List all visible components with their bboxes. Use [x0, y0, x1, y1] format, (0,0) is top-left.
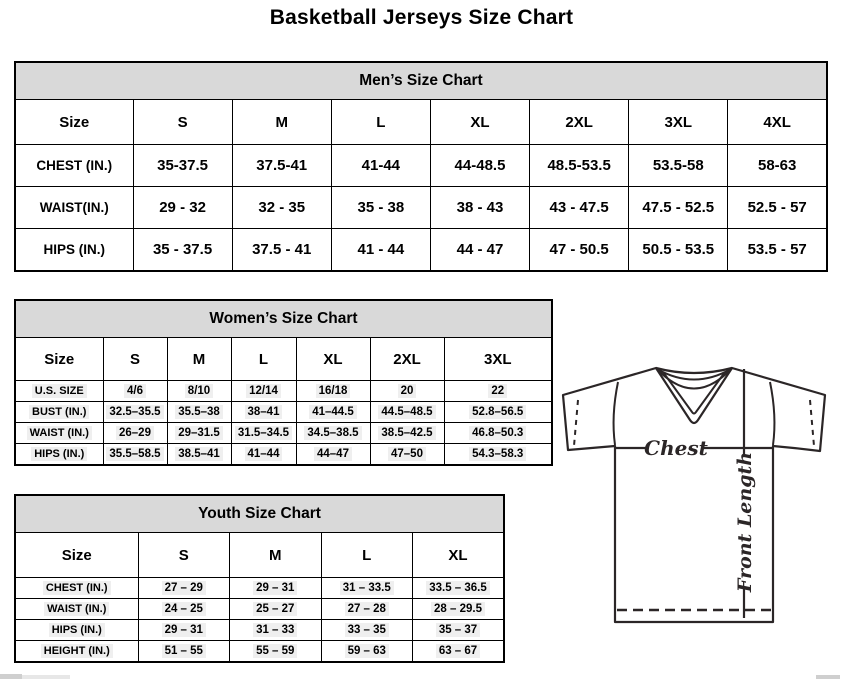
value-text: 33 – 35: [345, 623, 389, 638]
value-text: 41–44.5: [309, 405, 357, 420]
size-value: [413, 599, 505, 620]
size-value: [230, 620, 322, 641]
value-text: 46.8–50.3: [469, 426, 526, 441]
table-row: [15, 578, 504, 599]
size-value: [370, 423, 444, 444]
size-value: [321, 641, 413, 663]
value-text: 31.5–34.5: [235, 426, 292, 441]
value-text: 35.5–58.5: [106, 447, 163, 462]
size-value: [230, 641, 322, 663]
size-value: [444, 381, 552, 402]
cutoff-fragment-left: [0, 674, 22, 679]
mens-size-table: [14, 61, 828, 272]
size-value: [321, 578, 413, 599]
size-value: 32 - 35: [232, 187, 331, 229]
column-header: XL: [413, 533, 505, 578]
size-value: [138, 599, 230, 620]
youth-table-title: Youth Size Chart: [15, 495, 504, 533]
table-header-row: [15, 533, 504, 578]
row-label-text: HIPS (IN.): [49, 623, 105, 637]
cutoff-fragment-right: [816, 675, 840, 679]
chest-label: Chest: [644, 436, 708, 460]
row-label-text: WAIST (IN.): [44, 602, 109, 616]
column-header: Size: [15, 338, 103, 381]
value-text: 44–47: [314, 447, 352, 462]
value-text: 38.5–42.5: [378, 426, 435, 441]
value-text: 20: [398, 384, 417, 399]
value-text: 29 – 31: [253, 581, 297, 596]
size-value: 29 - 32: [133, 187, 232, 229]
size-value: [444, 423, 552, 444]
size-value: [138, 641, 230, 663]
table-row: [15, 641, 504, 663]
size-value: [167, 444, 231, 466]
size-value: 41-44: [331, 145, 430, 187]
row-label-text: U.S. SIZE: [32, 384, 87, 398]
table-row: [15, 145, 827, 187]
column-header: 3XL: [444, 338, 552, 381]
size-value: [167, 423, 231, 444]
size-value: 35 - 37.5: [133, 229, 232, 272]
size-value: [296, 402, 370, 423]
jersey-measurement-diagram: [552, 356, 838, 628]
table-row: [15, 599, 504, 620]
size-value: [321, 620, 413, 641]
value-text: 44.5–48.5: [378, 405, 435, 420]
column-header: L: [231, 338, 296, 381]
value-text: 34.5–38.5: [304, 426, 361, 441]
value-text: 51 – 55: [162, 644, 206, 659]
size-value: 41 - 44: [331, 229, 430, 272]
size-value: [231, 381, 296, 402]
size-value: [231, 423, 296, 444]
row-label: [15, 620, 138, 641]
column-header: 2XL: [530, 100, 629, 145]
youth-size-chart-section: [14, 494, 505, 663]
row-label: HIPS (IN.): [15, 229, 133, 272]
size-value: [321, 599, 413, 620]
size-value: [413, 641, 505, 663]
row-label: [15, 423, 103, 444]
front-length-label: Front Length: [734, 451, 756, 593]
size-value: 47.5 - 52.5: [629, 187, 728, 229]
column-header: M: [167, 338, 231, 381]
row-label: WAIST(IN.): [15, 187, 133, 229]
column-header: XL: [296, 338, 370, 381]
row-label: [15, 641, 138, 663]
value-text: 27 – 29: [162, 581, 206, 596]
column-header: L: [331, 100, 430, 145]
row-label: [15, 381, 103, 402]
value-text: 35.5–38: [175, 405, 223, 420]
value-text: 27 – 28: [345, 602, 389, 617]
size-value: [167, 402, 231, 423]
womens-table-title: Women’s Size Chart: [15, 300, 552, 338]
youth-size-table: [14, 494, 505, 663]
table-header-row: [15, 100, 827, 145]
size-value: 44 - 47: [430, 229, 529, 272]
column-header: 2XL: [370, 338, 444, 381]
column-header: L: [321, 533, 413, 578]
size-value: [138, 578, 230, 599]
size-value: 35-37.5: [133, 145, 232, 187]
row-label: [15, 599, 138, 620]
size-value: [413, 620, 505, 641]
size-value: 37.5-41: [232, 145, 331, 187]
column-header: M: [232, 100, 331, 145]
value-text: 63 – 67: [436, 644, 480, 659]
size-value: [370, 381, 444, 402]
value-text: 32.5–35.5: [106, 405, 163, 420]
size-value: [231, 444, 296, 466]
row-label-text: HEIGHT (IN.): [41, 644, 113, 658]
size-value: [296, 423, 370, 444]
jersey-outline: [563, 368, 825, 622]
size-value: [444, 402, 552, 423]
row-label-text: BUST (IN.): [29, 405, 89, 419]
size-value: [230, 599, 322, 620]
size-value: 44-48.5: [430, 145, 529, 187]
column-header: 4XL: [728, 100, 827, 145]
column-header: Size: [15, 100, 133, 145]
size-value: [296, 444, 370, 466]
size-value: 50.5 - 53.5: [629, 229, 728, 272]
table-row: [15, 229, 827, 272]
value-text: 28 – 29.5: [431, 602, 485, 617]
column-header: Size: [15, 533, 138, 578]
value-text: 26–29: [116, 426, 154, 441]
size-value: [103, 381, 167, 402]
value-text: 35 – 37: [436, 623, 480, 638]
row-label: [15, 402, 103, 423]
table-row: [15, 187, 827, 229]
womens-size-chart-section: [14, 299, 553, 466]
value-text: 29 – 31: [162, 623, 206, 638]
column-header: S: [103, 338, 167, 381]
value-text: 29–31.5: [175, 426, 223, 441]
mens-table-title: Men’s Size Chart: [15, 62, 827, 100]
size-value: 38 - 43: [430, 187, 529, 229]
mens-size-chart-section: [14, 61, 828, 272]
row-label: [15, 578, 138, 599]
value-text: 4/6: [124, 384, 146, 399]
row-label-text: HIPS (IN.): [31, 447, 87, 461]
value-text: 22: [488, 384, 507, 399]
table-row: [15, 381, 552, 402]
size-value: [413, 578, 505, 599]
size-value: 53.5-58: [629, 145, 728, 187]
value-text: 59 – 63: [345, 644, 389, 659]
size-value: 35 - 38: [331, 187, 430, 229]
row-label-text: WAIST (IN.): [27, 426, 92, 440]
size-value: 58-63: [728, 145, 827, 187]
value-text: 33.5 – 36.5: [426, 581, 490, 596]
column-header: XL: [430, 100, 529, 145]
size-value: [103, 444, 167, 466]
size-value: [103, 423, 167, 444]
size-value: [103, 402, 167, 423]
table-row: [15, 444, 552, 466]
size-value: 37.5 - 41: [232, 229, 331, 272]
size-value: 48.5-53.5: [530, 145, 629, 187]
size-value: [231, 402, 296, 423]
value-text: 31 – 33.5: [340, 581, 394, 596]
size-value: 47 - 50.5: [530, 229, 629, 272]
column-header: S: [133, 100, 232, 145]
value-text: 8/10: [185, 384, 213, 399]
column-header: S: [138, 533, 230, 578]
value-text: 41–44: [245, 447, 283, 462]
row-label: CHEST (IN.): [15, 145, 133, 187]
row-label-text: CHEST (IN.): [43, 581, 111, 595]
table-header-row: [15, 338, 552, 381]
size-value: [230, 578, 322, 599]
size-value: [167, 381, 231, 402]
value-text: 12/14: [246, 384, 281, 399]
value-text: 47–50: [388, 447, 426, 462]
value-text: 52.8–56.5: [469, 405, 526, 420]
size-value: 52.5 - 57: [728, 187, 827, 229]
value-text: 24 – 25: [162, 602, 206, 617]
value-text: 38.5–41: [175, 447, 223, 462]
size-value: [138, 620, 230, 641]
cutoff-fragment-left2: [22, 675, 70, 679]
size-value: [444, 444, 552, 466]
value-text: 31 – 33: [253, 623, 297, 638]
row-label: [15, 444, 103, 466]
column-header: M: [230, 533, 322, 578]
value-text: 55 – 59: [253, 644, 297, 659]
size-value: [370, 402, 444, 423]
value-text: 38–41: [245, 405, 283, 420]
size-value: [296, 381, 370, 402]
size-value: 43 - 47.5: [530, 187, 629, 229]
table-row: [15, 402, 552, 423]
table-row: [15, 620, 504, 641]
value-text: 16/18: [316, 384, 351, 399]
table-row: [15, 423, 552, 444]
size-value: [370, 444, 444, 466]
value-text: 54.3–58.3: [469, 447, 526, 462]
size-value: 53.5 - 57: [728, 229, 827, 272]
page-title: Basketball Jerseys Size Chart: [269, 6, 574, 29]
womens-size-table: [14, 299, 553, 466]
column-header: 3XL: [629, 100, 728, 145]
value-text: 25 – 27: [253, 602, 297, 617]
